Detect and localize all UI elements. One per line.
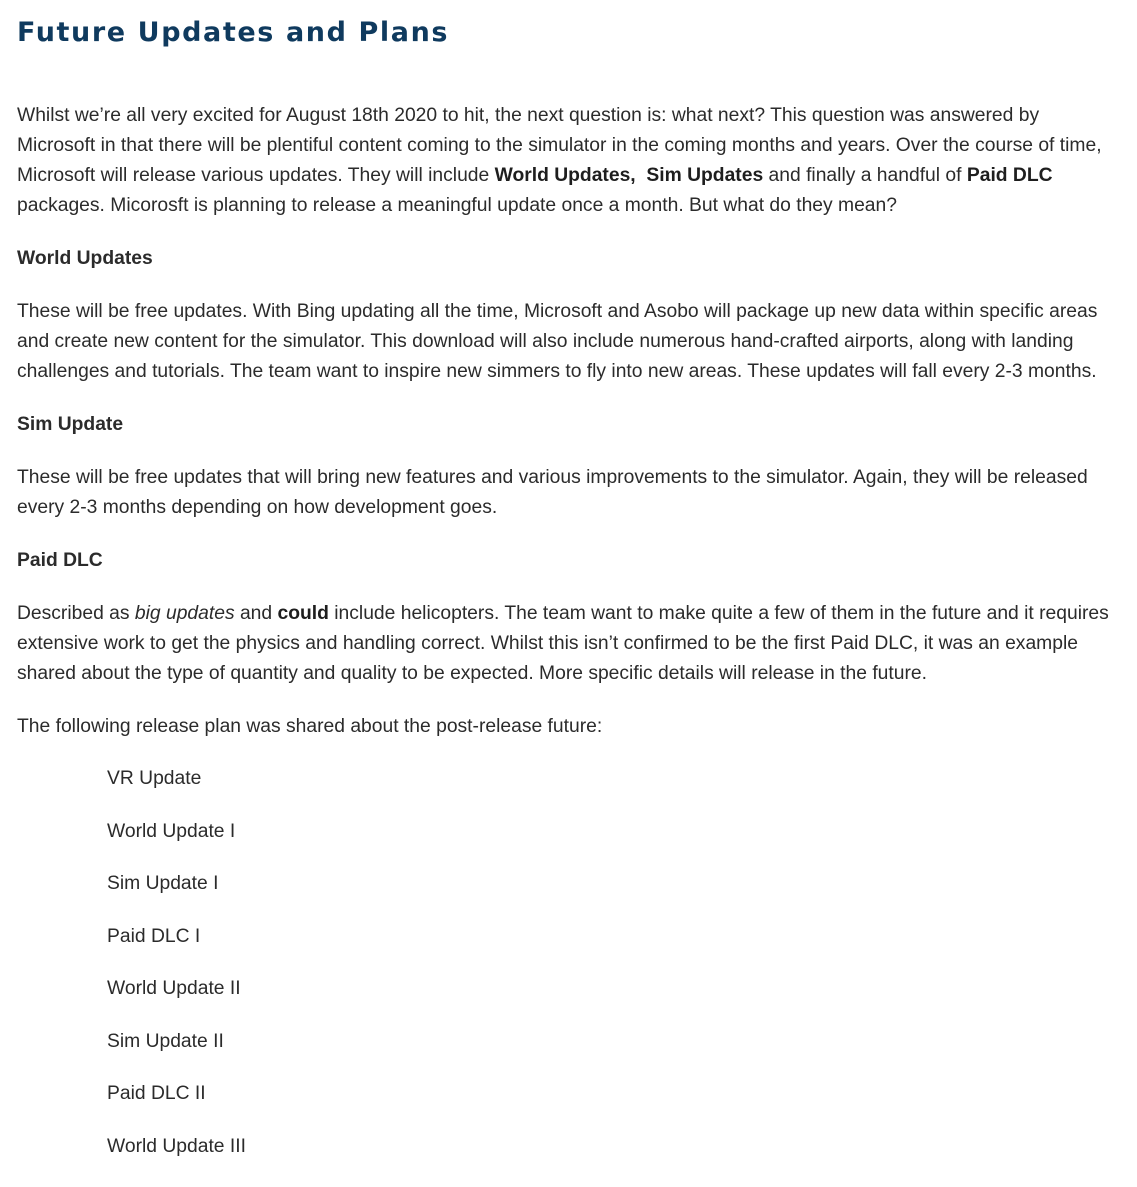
intro-text-3: and finally a handful of bbox=[763, 165, 967, 186]
sim-update-body: These will be free updates that will bring new features and various improvements to the simulator. Again, they will be released every 2-3 months depending on how development goes. bbox=[17, 467, 1088, 518]
intro-text-2 bbox=[636, 165, 647, 186]
release-plan-item: World Update II bbox=[107, 978, 241, 999]
release-plan-item: Sim Update I bbox=[107, 873, 219, 894]
release-plan-item: Paid DLC II bbox=[107, 1083, 206, 1104]
release-plan-intro: The following release plan was shared about the post-release future: bbox=[17, 716, 603, 737]
paid-dlc-text-1: Described as bbox=[17, 603, 135, 624]
paid-dlc-body bbox=[17, 599, 1121, 689]
intro-text-4: packages. Micorosft is planning to release a meaningful update once a month. But what do they mean? bbox=[17, 195, 897, 216]
release-plan-item: World Update III bbox=[107, 1135, 246, 1157]
paid-dlc-bold-could: could bbox=[277, 603, 329, 624]
release-plan-item: Paid DLC I bbox=[107, 925, 201, 947]
paid-dlc-heading: Paid DLC bbox=[17, 550, 103, 571]
paid-dlc-italic-big-updates: big updates bbox=[134, 603, 235, 624]
release-plan-item: VR Update bbox=[107, 768, 202, 789]
world-updates-heading: World Updates bbox=[17, 248, 153, 269]
article-title: Future Updates and Plans bbox=[17, 17, 450, 48]
sim-update-heading: Sim Update bbox=[17, 414, 124, 435]
intro-text-1: Whilst we’re all very excited for August 18th 2020 to hit, the next question is: what next? This question was answered by Microsoft in that there will be plentiful content coming to the simulator in the coming months and years. Over the course of time, Microsoft will release various updates. They will include bbox=[17, 105, 1102, 186]
intro-bold-paid-dlc: Paid DLC bbox=[966, 165, 1053, 186]
intro-paragraph bbox=[17, 101, 1121, 221]
paid-dlc-text-2: and bbox=[234, 603, 278, 624]
article bbox=[17, 0, 1121, 1184]
intro-bold-sim-updates: Sim Updates bbox=[646, 165, 764, 186]
release-plan-item: Sim Update II bbox=[107, 1030, 224, 1052]
world-updates-body: These will be free updates. With Bing updating all the time, Microsoft and Asobo will package up new data within specific areas and create new content for the simulator. This download will also include numerous hand-crafted airports, along with landing challenges and tutorials. The team want to inspire new simmers to fly into new areas. These updates will fall every 2-3 months. bbox=[17, 301, 1098, 382]
paid-dlc-text-3: include helicopters. The team want to make quite a few of them in the future and it requires extensive work to get the physics and handling correct. Whilst this isn’t confirmed to be the first Paid DLC, it was an example shared about the type of quantity and quality to be expected. More specific details will release in the future. bbox=[17, 603, 1109, 684]
release-plan-list bbox=[17, 764, 1121, 1162]
intro-bold-world-updates: World Updates, bbox=[494, 165, 636, 186]
release-plan-item: World Update I bbox=[107, 820, 236, 842]
